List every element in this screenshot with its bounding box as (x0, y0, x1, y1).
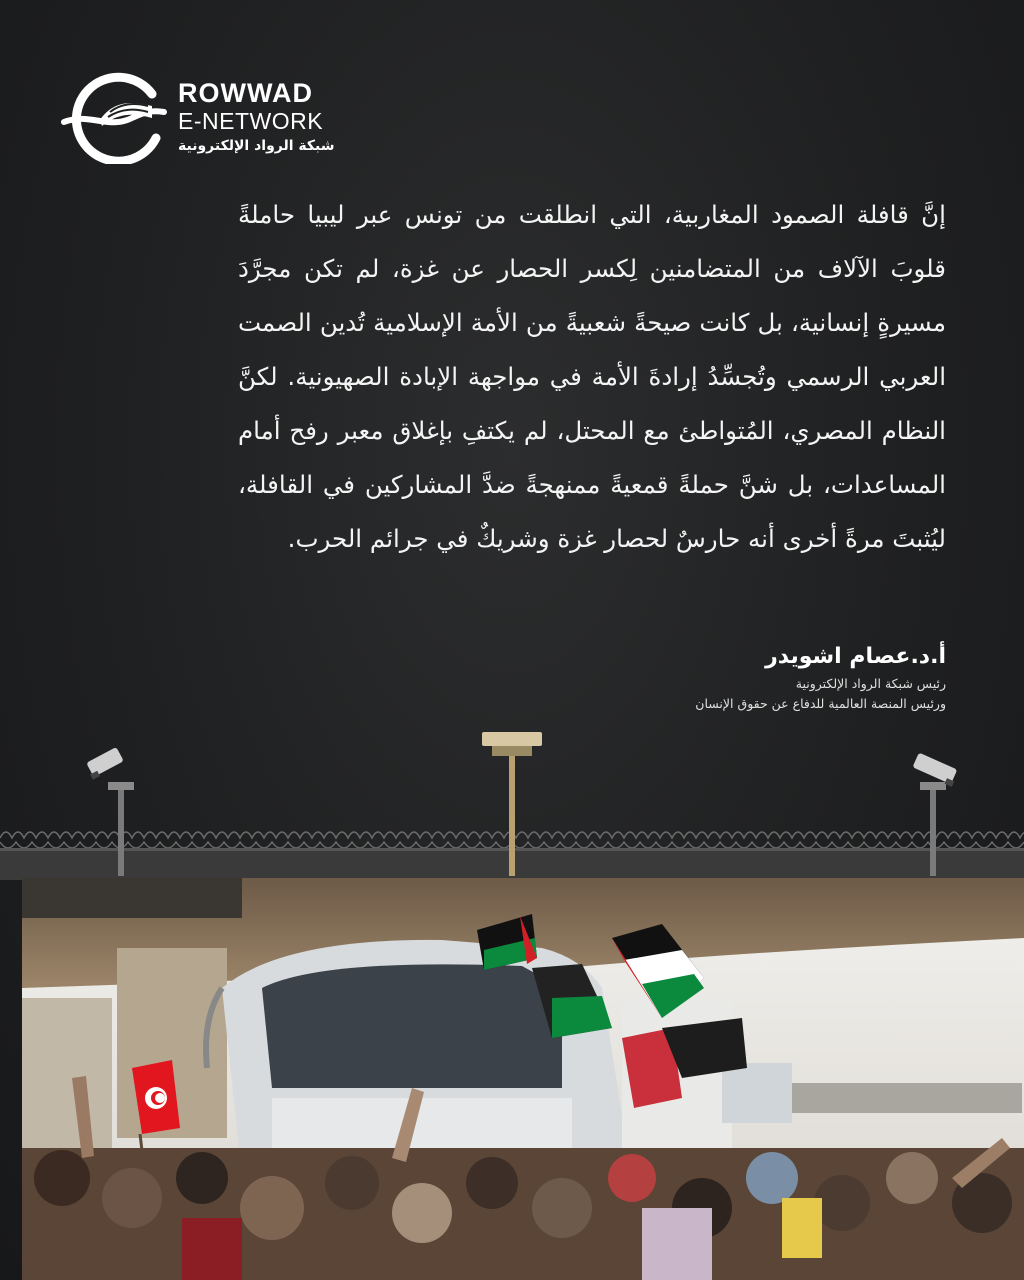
brand-line-1: ROWWAD (178, 78, 313, 108)
brand-line-3: شبكة الرواد الإلكترونية (178, 138, 335, 154)
author-role-2: ورئيس المنصة العالمية للدفاع عن حقوق الإنسان (695, 696, 946, 711)
convoy-photo (22, 878, 1024, 1280)
brand-logo (60, 72, 360, 164)
article-body: إنَّ قافلة الصمود المغاربية، التي انطلقت من تونس عبر ليبيا حاملةً قلوبَ الآلاف من المتضامنين لِكسر الحصار عن غزة، لم تكن مجرَّدَ مسيرةٍ إنسانية، بل كانت صيحةً شعبيةً من الأمة الإسلامية تُدين الصمت العربي الرسمي وتُجسِّدُ إرادةَ الأمة في مواجهة الإبادة الصهيونية. لكنَّ النظام المصري، المُتواطئ مع المحتل، لم يكتفِ بإغلاق معبر رفح أمام المساعدات، بل شنَّ حملةً قمعيةً ممنهجةً ضدَّ المشاركين في القافلة، ليُثبتَ مرةً أخرى أنه حارسٌ لحصار غزة وشريكٌ في جرائم الحرب. (238, 200, 946, 553)
author-name: أ.د.عصام اشويدر (765, 644, 946, 669)
brand-name (178, 80, 335, 153)
border-wall-scene (0, 730, 1024, 880)
author-role-1: رئيس شبكة الرواد الإلكترونية (795, 676, 946, 691)
brand-line-2: E-NETWORK (178, 108, 324, 134)
book-wave-logo-icon (60, 72, 170, 164)
author-block (546, 640, 946, 714)
convoy-photo-illustration (22, 878, 1024, 1280)
